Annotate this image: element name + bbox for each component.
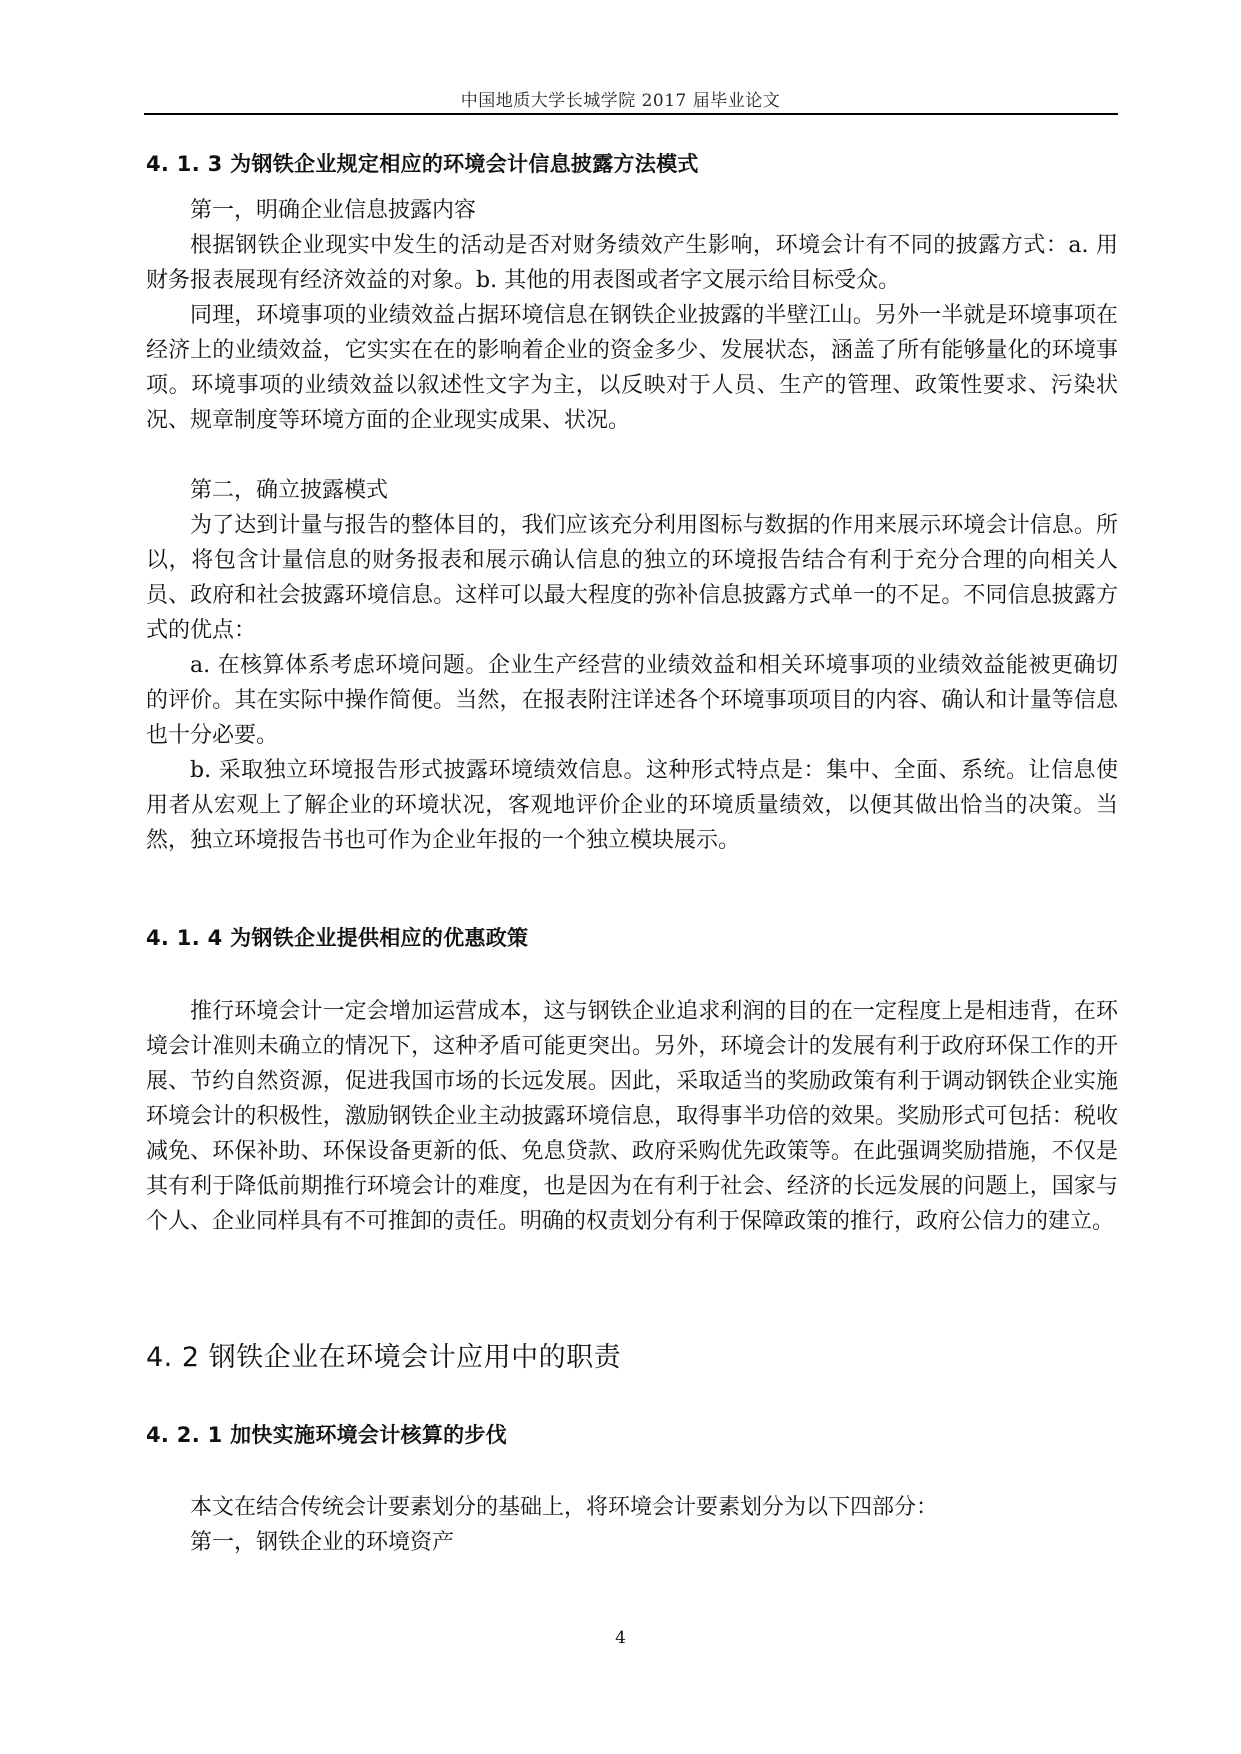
- paragraph: 本文在结合传统会计要素划分的基础上，将环境会计要素划分为以下四部分：: [190, 1495, 939, 1520]
- paragraph: 同理，环境事项的业绩效益占据环境信息在钢铁企业披露的半壁江山。另外一半就是环境事项在经济上的业绩效益，它实实在在的影响着企业的资金多少、发展状态，涵盖了所有能够量化的环境事项。环境事项的业绩效益以叙述性文字为主，以反映对于人员、生产的管理、政策性要求、污染状况、规章制度等环境方面的企业现实成果、状况。: [146, 303, 1118, 433]
- section-heading-4-2: 4. 2 钢铁企业在环境会计应用中的职责: [146, 1342, 622, 1373]
- running-header: 中国地质大学长城学院 2017 届毕业论文: [460, 91, 781, 111]
- section-heading-4-2-1: 4. 2. 1 加快实施环境会计核算的步伐: [146, 1423, 508, 1447]
- paragraph: a. 在核算体系考虑环境问题。企业生产经营的业绩效益和相关环境事项的业绩效益能被更确切的评价。其在实际中操作简便。当然，在报表附注详述各个环境事项项目的内容、确认和计量等信息也十分必要。: [146, 653, 1118, 748]
- header-rule: [144, 113, 1118, 115]
- subsection-label: 第一，明确企业信息披露内容: [190, 198, 477, 223]
- subsection-label: 第二，确立披露模式: [190, 478, 389, 503]
- section-heading-4-1-4: 4. 1. 4 为钢铁企业提供相应的优惠政策: [146, 926, 529, 950]
- section-heading-4-1-3: 4. 1. 3 为钢铁企业规定相应的环境会计信息披露方法模式: [146, 152, 699, 176]
- paragraph: 推行环境会计一定会增加运营成本，这与钢铁企业追求利润的目的在一定程度上是相违背，在环境会计准则未确立的情况下，这种矛盾可能更突出。另外，环境会计的发展有利于政府环保工作的开展、节约自然资源，促进我国市场的长远发展。因此，采取适当的奖励政策有利于调动钢铁企业实施环境会计的积极性，激励钢铁企业主动披露环境信息，取得事半功倍的效果。奖励形式可包括：税收减免、环保补助、环保设备更新的低、免息贷款、政府采购优先政策等。在此强调奖励措施，不仅是其有利于降低前期推行环境会计的难度，也是因为在有利于社会、经济的长远发展的问题上，国家与个人、企业同样具有不可推卸的责任。明确的权责划分有利于保障政策的推行，政府公信力的建立。: [146, 999, 1118, 1234]
- page-number: 4: [615, 1628, 626, 1648]
- paragraph: 为了达到计量与报告的整体目的，我们应该充分利用图标与数据的作用来展示环境会计信息。所以，将包含计量信息的财务报表和展示确认信息的独立的环境报告结合有利于充分合理的向相关人员、政府和社会披露环境信息。这样可以最大程度的弥补信息披露方式单一的不足。不同信息披露方式的优点：: [146, 513, 1118, 643]
- subsection-label: 第一，钢铁企业的环境资产: [190, 1530, 455, 1555]
- paragraph: b. 采取独立环境报告形式披露环境绩效信息。这种形式特点是：集中、全面、系统。让信息使用者从宏观上了解企业的环境状况，客观地评价企业的环境质量绩效，以便其做出恰当的决策。当然，独立环境报告书也可作为企业年报的一个独立模块展示。: [146, 758, 1118, 853]
- paragraph: 根据钢铁企业现实中发生的活动是否对财务绩效产生影响，环境会计有不同的披露方式：a. 用财务报表展现有经济效益的对象。b. 其他的用表图或者字文展示给目标受众。: [146, 233, 1118, 293]
